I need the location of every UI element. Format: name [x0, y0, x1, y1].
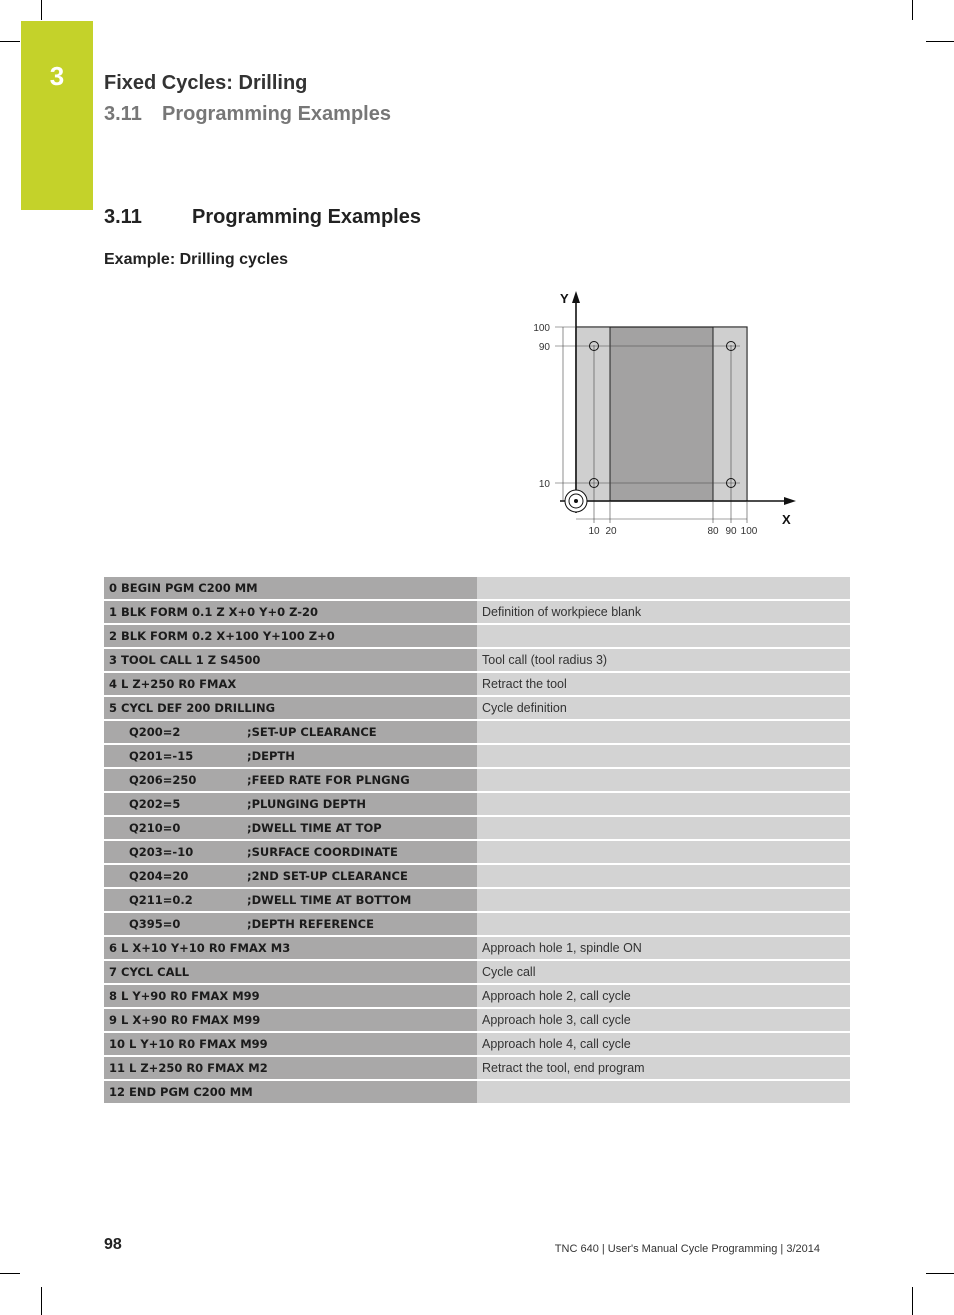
- nc-block: 10 L Y+10 R0 FMAX M99: [104, 1032, 477, 1056]
- crop-mark: [912, 1287, 913, 1315]
- param-label: ;DEPTH REFERENCE: [247, 917, 374, 931]
- nc-comment: Approach hole 1, spindle ON: [477, 936, 850, 960]
- nc-block: 0 BEGIN PGM C200 MM: [104, 577, 477, 600]
- table-row: [104, 1056, 850, 1080]
- crop-mark: [926, 1273, 954, 1274]
- param-value: Q204=20: [129, 869, 189, 883]
- nc-block: 3 TOOL CALL 1 Z S4500: [104, 648, 477, 672]
- crop-mark: [912, 0, 913, 20]
- nc-block: 1 BLK FORM 0.1 Z X+0 Y+0 Z-20: [104, 600, 477, 624]
- footer-reference: TNC 640 | User's Manual Cycle Programming | 3/2014: [554, 1243, 820, 1255]
- chapter-number: 3: [49, 61, 65, 91]
- table-row: [104, 720, 850, 744]
- param-value: Q211=0.2: [129, 893, 193, 907]
- section-title-text: Programming Examples: [192, 206, 421, 228]
- chapter-tab: [21, 21, 93, 210]
- table-row: [104, 672, 850, 696]
- table-row: [104, 936, 850, 960]
- workpiece-drawing: [520, 283, 810, 545]
- cycle-param: [104, 840, 477, 864]
- table-row: [104, 840, 850, 864]
- nc-comment: [477, 744, 850, 768]
- table-row: [104, 1032, 850, 1056]
- nc-block: 7 CYCL CALL: [104, 960, 477, 984]
- chapter-subtitle-number: 3.11: [104, 103, 142, 125]
- nc-comment: Approach hole 3, call cycle: [477, 1008, 850, 1032]
- y-tick-label: 100: [533, 323, 550, 334]
- param-label: ;FEED RATE FOR PLNGNG: [247, 773, 410, 787]
- table-row: [104, 888, 850, 912]
- table-row: [104, 960, 850, 984]
- param-label: ;DWELL TIME AT TOP: [247, 821, 382, 835]
- nc-comment: [477, 577, 850, 600]
- table-row: [104, 577, 850, 600]
- x-axis-label: X: [782, 512, 791, 527]
- nc-block: 5 CYCL DEF 200 DRILLING: [104, 696, 477, 720]
- nc-comment: [477, 720, 850, 744]
- nc-block: 11 L Z+250 R0 FMAX M2: [104, 1056, 477, 1080]
- nc-block: 6 L X+10 Y+10 R0 FMAX M3: [104, 936, 477, 960]
- cycle-param: [104, 720, 477, 744]
- x-axis-arrow: [784, 497, 796, 505]
- nc-block: 9 L X+90 R0 FMAX M99: [104, 1008, 477, 1032]
- y-tick-label: 10: [538, 479, 550, 490]
- nc-block: 2 BLK FORM 0.2 X+100 Y+100 Z+0: [104, 624, 477, 648]
- param-value: Q206=250: [129, 773, 197, 787]
- nc-comment: Approach hole 2, call cycle: [477, 984, 850, 1008]
- x-tick-label: 20: [605, 526, 617, 537]
- param-label: ;2ND SET-UP CLEARANCE: [247, 869, 408, 883]
- nc-block: 4 L Z+250 R0 FMAX: [104, 672, 477, 696]
- y-tick-label: 90: [538, 342, 550, 353]
- chapter-subtitle-text: Programming Examples: [162, 103, 391, 125]
- section-number: 3.11: [104, 206, 142, 228]
- section-title: [104, 206, 421, 229]
- x-tick-label: 90: [725, 526, 737, 537]
- nc-comment: Cycle definition: [477, 696, 850, 720]
- nc-comment: [477, 792, 850, 816]
- cycle-param: [104, 888, 477, 912]
- cycle-param: [104, 744, 477, 768]
- nc-comment: [477, 624, 850, 648]
- table-row: [104, 648, 850, 672]
- crop-mark: [0, 1273, 20, 1274]
- nc-comment: Tool call (tool radius 3): [477, 648, 850, 672]
- param-value: Q200=2: [129, 725, 181, 739]
- workpiece-strip-right: [713, 327, 747, 501]
- table-row: [104, 816, 850, 840]
- param-label: ;SET-UP CLEARANCE: [247, 725, 377, 739]
- nc-comment: [477, 864, 850, 888]
- nc-comment: Cycle call: [477, 960, 850, 984]
- nc-block: 12 END PGM C200 MM: [104, 1080, 477, 1104]
- nc-comment: Retract the tool, end program: [477, 1056, 850, 1080]
- subsection-title: Example: Drilling cycles: [104, 251, 289, 268]
- param-value: Q201=-15: [129, 749, 194, 763]
- table-row: [104, 1008, 850, 1032]
- table-row: [104, 600, 850, 624]
- table-row: [104, 744, 850, 768]
- nc-comment: Retract the tool: [477, 672, 850, 696]
- param-label: ;SURFACE COORDINATE: [247, 845, 398, 859]
- cycle-param: [104, 816, 477, 840]
- x-tick-label: 10: [588, 526, 600, 537]
- param-value: Q202=5: [129, 797, 181, 811]
- page-number: 98: [104, 1236, 122, 1253]
- y-axis-label: Y: [560, 291, 569, 306]
- table-row: [104, 768, 850, 792]
- cycle-param: [104, 768, 477, 792]
- param-label: ;PLUNGING DEPTH: [247, 797, 366, 811]
- nc-comment: [477, 840, 850, 864]
- x-tick-label: 100: [740, 526, 758, 537]
- crop-mark: [926, 41, 954, 42]
- nc-comment: Definition of workpiece blank: [477, 600, 850, 624]
- crop-mark: [0, 41, 20, 42]
- param-value: Q395=0: [129, 917, 181, 931]
- nc-program-table: [104, 577, 850, 1105]
- table-row: [104, 912, 850, 936]
- origin-symbol: [574, 499, 578, 503]
- chapter-subtitle: [104, 103, 391, 126]
- cycle-param: [104, 792, 477, 816]
- nc-comment: [477, 912, 850, 936]
- param-label: ;DEPTH: [247, 749, 295, 763]
- table-row: [104, 864, 850, 888]
- nc-comment: [477, 888, 850, 912]
- param-value: Q210=0: [129, 821, 181, 835]
- table-row: [104, 1080, 850, 1104]
- nc-comment: [477, 1080, 850, 1104]
- nc-comment: Approach hole 4, call cycle: [477, 1032, 850, 1056]
- table-row: [104, 624, 850, 648]
- table-row: [104, 792, 850, 816]
- nc-block: 8 L Y+90 R0 FMAX M99: [104, 984, 477, 1008]
- cycle-param: [104, 912, 477, 936]
- x-tick-label: 80: [707, 526, 719, 537]
- nc-comment: [477, 768, 850, 792]
- crop-mark: [41, 1287, 42, 1315]
- table-row: [104, 984, 850, 1008]
- chapter-title: Fixed Cycles: Drilling: [104, 72, 308, 94]
- crop-mark: [41, 0, 42, 20]
- cycle-param: [104, 864, 477, 888]
- y-axis-arrow: [572, 291, 580, 303]
- workpiece-strip-left: [576, 327, 610, 501]
- param-label: ;DWELL TIME AT BOTTOM: [247, 893, 412, 907]
- table-row: [104, 696, 850, 720]
- param-value: Q203=-10: [129, 845, 194, 859]
- nc-comment: [477, 816, 850, 840]
